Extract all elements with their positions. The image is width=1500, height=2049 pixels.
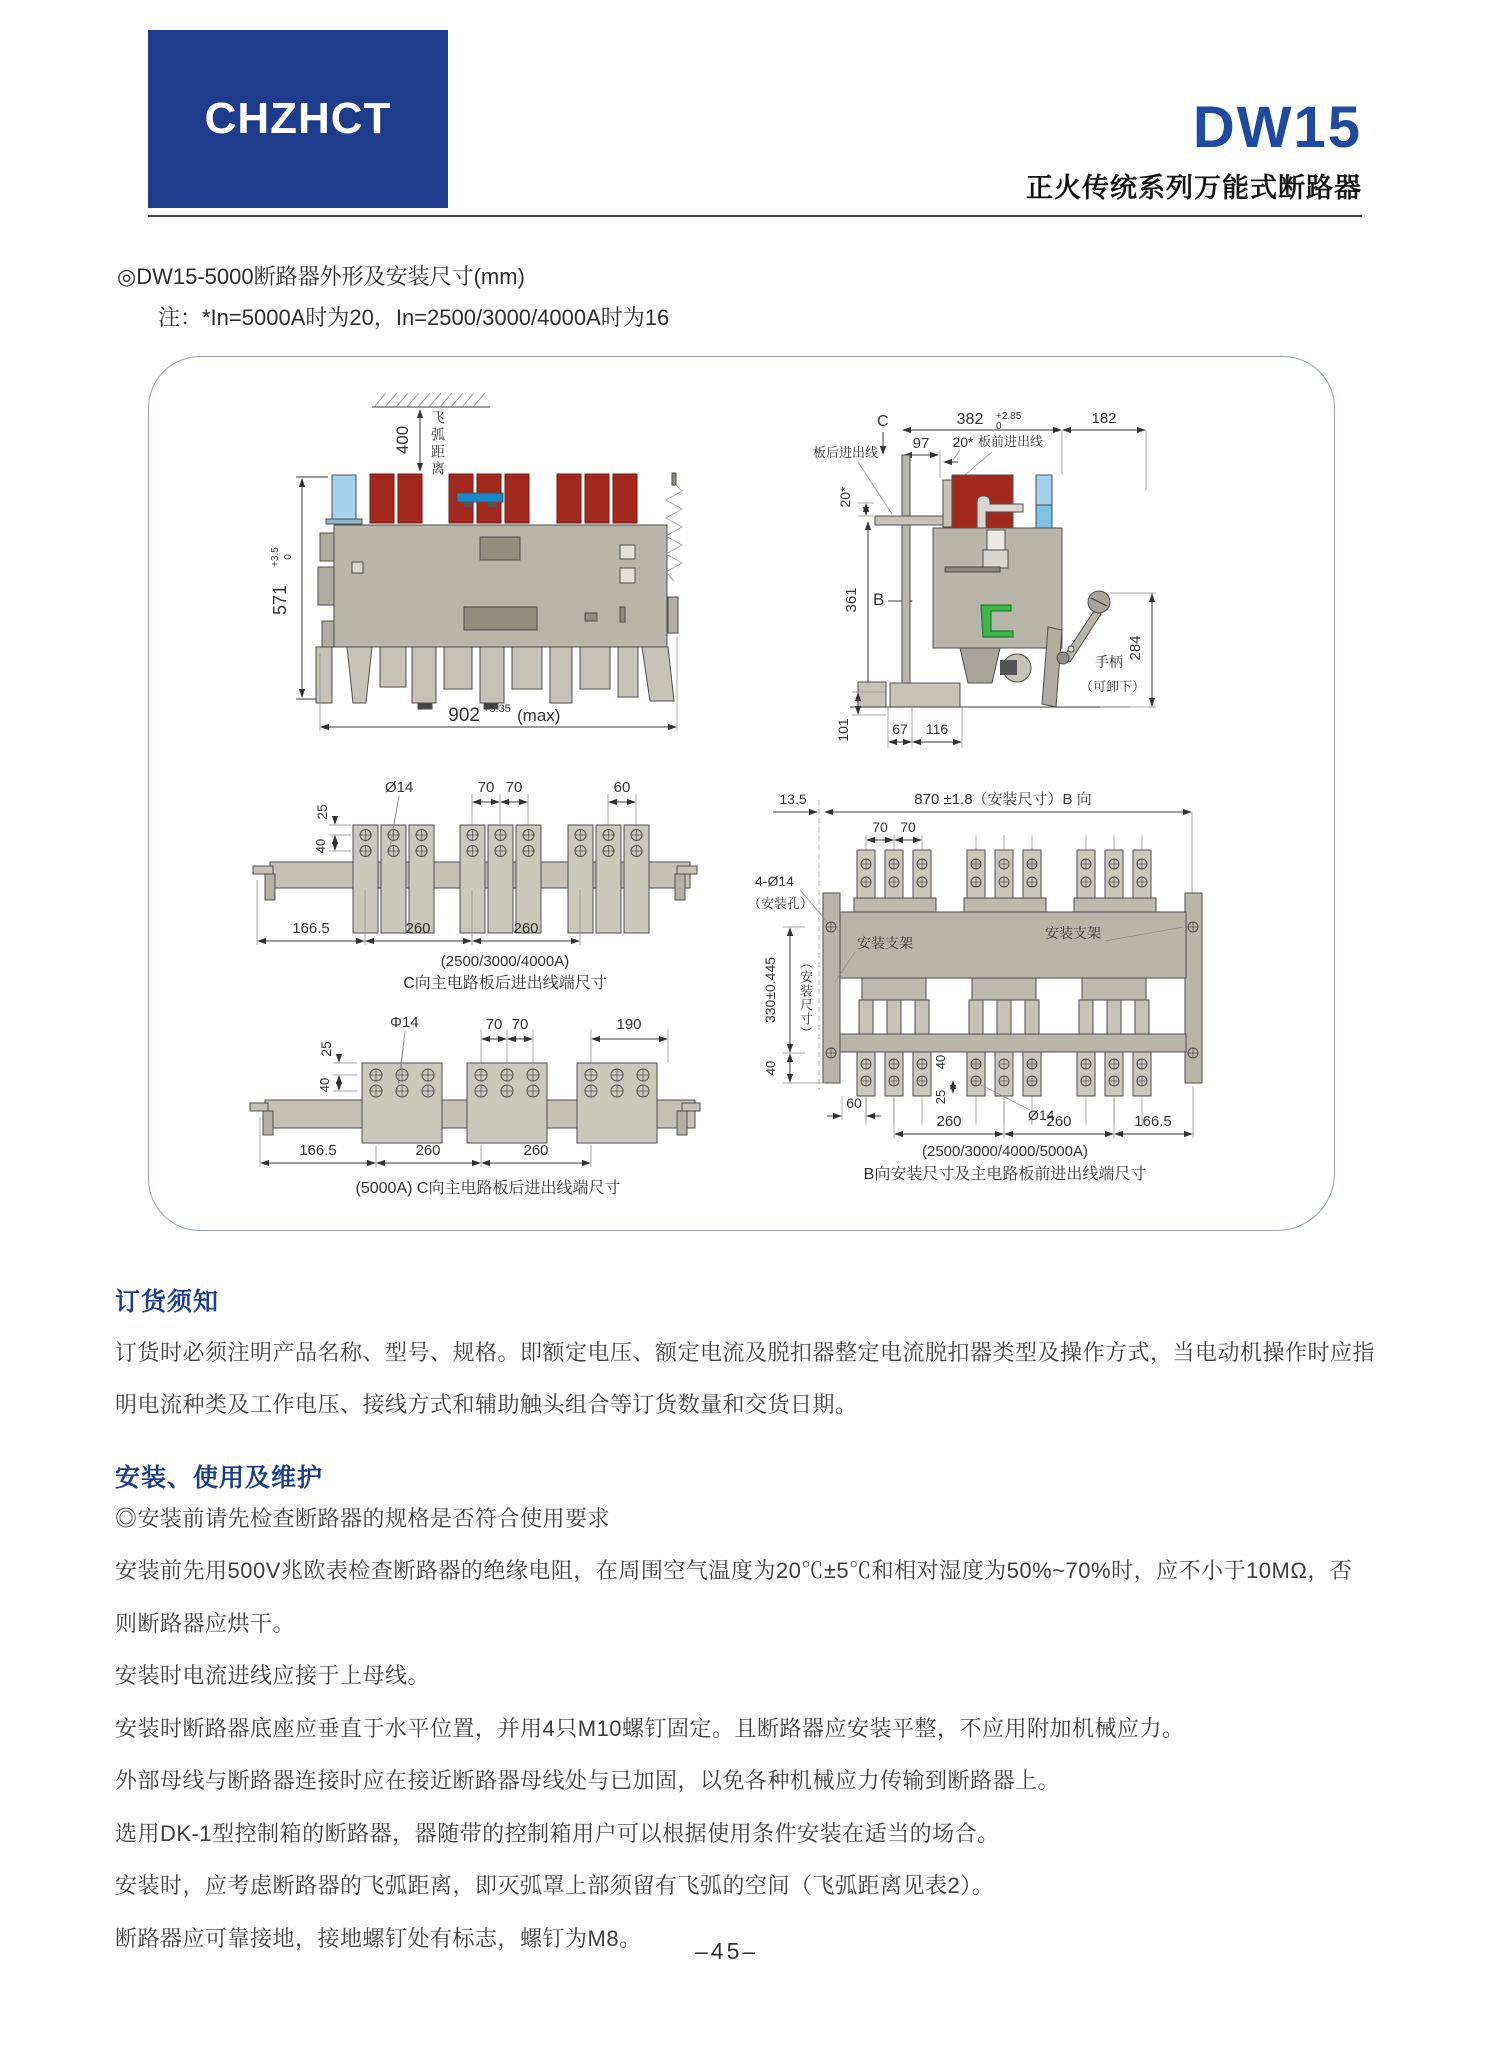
fig4-caption: (5000A) C向主电路板后进出线端尺寸 xyxy=(355,1180,621,1197)
fig5-caption-1: (2500/3000/4000/5000A) xyxy=(922,1143,1088,1160)
dim-571-sub: 0 xyxy=(283,554,294,560)
dim-902-max: (max) xyxy=(517,706,561,725)
dim-25: 25 xyxy=(318,1041,334,1057)
dim-382-sup: +2.85 xyxy=(996,411,1022,422)
label-front-wiring: 板前进出线 xyxy=(978,434,1044,449)
dim-870: 870 ±1.8（安装尺寸）B 向 xyxy=(914,791,1092,808)
dim-40: 40 xyxy=(317,1077,332,1093)
dim-260b: 260 xyxy=(523,1142,549,1159)
dim-20-left: 20* xyxy=(837,486,853,508)
dim-70a: 70 xyxy=(485,1016,503,1033)
dim-25: 25 xyxy=(314,804,330,820)
dim-361: 361 xyxy=(843,587,860,613)
figure-outline-view xyxy=(222,385,722,775)
breaker-back xyxy=(840,912,1186,1052)
bracket-label-right: 安装支架 xyxy=(1045,925,1101,941)
front-plate xyxy=(943,480,952,527)
dim-400: 400 xyxy=(393,425,412,455)
dia-label: Φ14 xyxy=(390,1014,419,1031)
figure-c-terminals-5000 xyxy=(225,1005,725,1205)
dim-571-sup: +3.5 xyxy=(270,547,281,567)
ordering-text-line: 订货时必须注明产品名称、型号、规格。即额定电压、额定电流及脱扣器整定电流脱扣器类型及操作方式，当电动机操作时应指 xyxy=(115,1340,1376,1365)
dim-190: 190 xyxy=(616,1016,642,1033)
dim-101: 101 xyxy=(835,718,851,742)
dim-135: 13.5 xyxy=(779,791,807,807)
arc-distance-dimension xyxy=(393,410,420,471)
dim-40-left: 40 xyxy=(763,1060,778,1076)
ceiling-hatch xyxy=(372,393,490,407)
rear-busbar-plate xyxy=(875,516,945,525)
figure-b-mounting-view xyxy=(745,790,1400,1190)
dim-260b: 260 xyxy=(513,920,539,937)
dim-97: 97 xyxy=(912,435,930,452)
installation-text-line: 选用DK-1型控制箱的断路器，器随带的控制箱用户可以根据使用条件安装在适当的场合。 xyxy=(115,1821,1000,1846)
section-intro-title: ◎DW15-5000断路器外形及安装尺寸(mm) xyxy=(117,264,525,289)
dim-330: 330±0.445 xyxy=(762,956,778,1024)
installation-text-line: 安装前先用500V兆欧表检查断路器的绝缘电阻，在周围空气温度为20℃±5℃和相对湿度为50%~70%时，应不小于10MΩ，否 xyxy=(115,1558,1353,1583)
dim-902: 902 xyxy=(448,705,480,726)
dim-166: 166.5 xyxy=(1134,1113,1172,1130)
blue-unit xyxy=(332,475,356,523)
dim-116: 116 xyxy=(925,721,949,737)
dim-70a: 70 xyxy=(872,819,888,835)
top-terminals xyxy=(854,850,1156,912)
installation-text-line: ◎安装前请先检查断路器的规格是否符合使用要求 xyxy=(115,1506,611,1531)
dia-label: Ø14 xyxy=(1028,1107,1055,1123)
ordering-text-line: 明电流种类及工作电压、接线方式和辅助触头组合等订货数量和交货日期。 xyxy=(115,1392,858,1417)
dim-25: 25 xyxy=(933,1089,948,1105)
label-rear-wiring: 板后进出线 xyxy=(813,445,879,460)
page-number: –45– xyxy=(695,1938,759,1964)
dim-284: 284 xyxy=(1127,635,1144,661)
dia-label: Ø14 xyxy=(385,779,414,796)
dim-902-sup: +5.35 xyxy=(483,703,511,715)
dim-70b: 70 xyxy=(511,1016,529,1033)
dim-20-top: 20* xyxy=(952,434,974,450)
brand-logo xyxy=(148,30,448,208)
breaker-feet xyxy=(316,647,674,709)
fig5-left-labels xyxy=(748,873,829,1083)
label-handle-note: （可卸下） xyxy=(1080,679,1146,694)
bracket-label-left: 安装支架 xyxy=(857,935,913,951)
dim-166: 166.5 xyxy=(292,920,330,937)
dim-182: 182 xyxy=(1091,410,1117,427)
dim-70b: 70 xyxy=(505,779,523,796)
dim-40: 40 xyxy=(313,838,328,854)
header-divider xyxy=(148,215,1362,217)
page-title-model: DW15 xyxy=(1192,95,1362,160)
installation-text-line: 外部母线与断路器连接时应在接近断路器母线处与已加固，以免各种机械应力传输到断路器上。 xyxy=(115,1768,1061,1793)
arc-distance-label: 飞弧距离 xyxy=(430,410,446,478)
installation-text-line: 安装时，应考虑断路器的飞弧距离，即灭弧罩上部须留有飞弧的空间（飞弧距离见表2）。 xyxy=(115,1873,995,1898)
dim-60: 60 xyxy=(846,1095,862,1111)
installation-text-line: 则断路器应烘干。 xyxy=(115,1611,296,1636)
label-handle: 手柄 xyxy=(1095,654,1123,670)
arc-chutes xyxy=(326,474,637,524)
section-heading-installation: 安装、使用及维护 xyxy=(115,1464,324,1492)
installation-text-line: 断路器应可靠接地，接地螺钉处有标志，螺钉为M8。 xyxy=(115,1926,642,1951)
spring xyxy=(666,483,682,581)
dim-260b: 260 xyxy=(1046,1113,1072,1130)
section-heading-ordering: 订货须知 xyxy=(115,1288,220,1316)
brand-logo-text: CHZHCT xyxy=(204,94,392,143)
end-bracket-left xyxy=(253,866,275,900)
dim-382-sub: 0 xyxy=(996,421,1002,432)
dim-166: 166.5 xyxy=(299,1142,337,1159)
installation-text-line: 安装时断路器底座应垂直于水平位置，并用4只M10螺钉固定。且断路器应安装平整，不应用附加机械应力。 xyxy=(115,1716,1185,1741)
dim-67: 67 xyxy=(892,721,908,737)
figure-rear-view xyxy=(800,400,1200,760)
figure-c-terminals-2500-4000 xyxy=(225,770,725,1005)
dim-260a: 260 xyxy=(415,1142,441,1159)
bottom-terminals xyxy=(857,1052,1151,1096)
fig3-caption-1: (2500/3000/4000A) xyxy=(440,953,570,970)
mounting-holes-label: 4-Ø14 xyxy=(755,873,794,889)
installation-text-line: 安装时电流进线应接于上母线。 xyxy=(115,1663,431,1688)
label-b: B xyxy=(873,590,885,609)
terminal-tabs xyxy=(353,825,649,933)
mounting-holes-note: （安装孔） xyxy=(748,896,814,911)
fig5-caption-2: B向安装尺寸及主电路板前进出线端尺寸 xyxy=(863,1166,1147,1183)
dim-70b: 70 xyxy=(900,819,916,835)
fig3-caption-2: C向主电路板后进出线端尺寸 xyxy=(403,975,607,992)
dim-260a: 260 xyxy=(405,920,431,937)
mounting-size-vertical-label: （安装尺寸） xyxy=(798,956,813,1040)
dim-260a: 260 xyxy=(936,1113,962,1130)
dim-571: 571 xyxy=(270,584,290,616)
dim-60: 60 xyxy=(613,779,631,796)
dim-40-mid: 40 xyxy=(933,1054,948,1070)
dim-382: 382 xyxy=(956,411,984,428)
dim-70a: 70 xyxy=(477,779,495,796)
page-subtitle-series: 正火传统系列万能式断路器 xyxy=(1026,173,1362,203)
breaker-rear-body xyxy=(850,475,1130,707)
label-c: C xyxy=(877,413,889,430)
handle-front xyxy=(457,493,503,502)
section-intro-note: 注：*In=5000A时为20，In=2500/3000/4000A时为16 xyxy=(158,305,670,330)
